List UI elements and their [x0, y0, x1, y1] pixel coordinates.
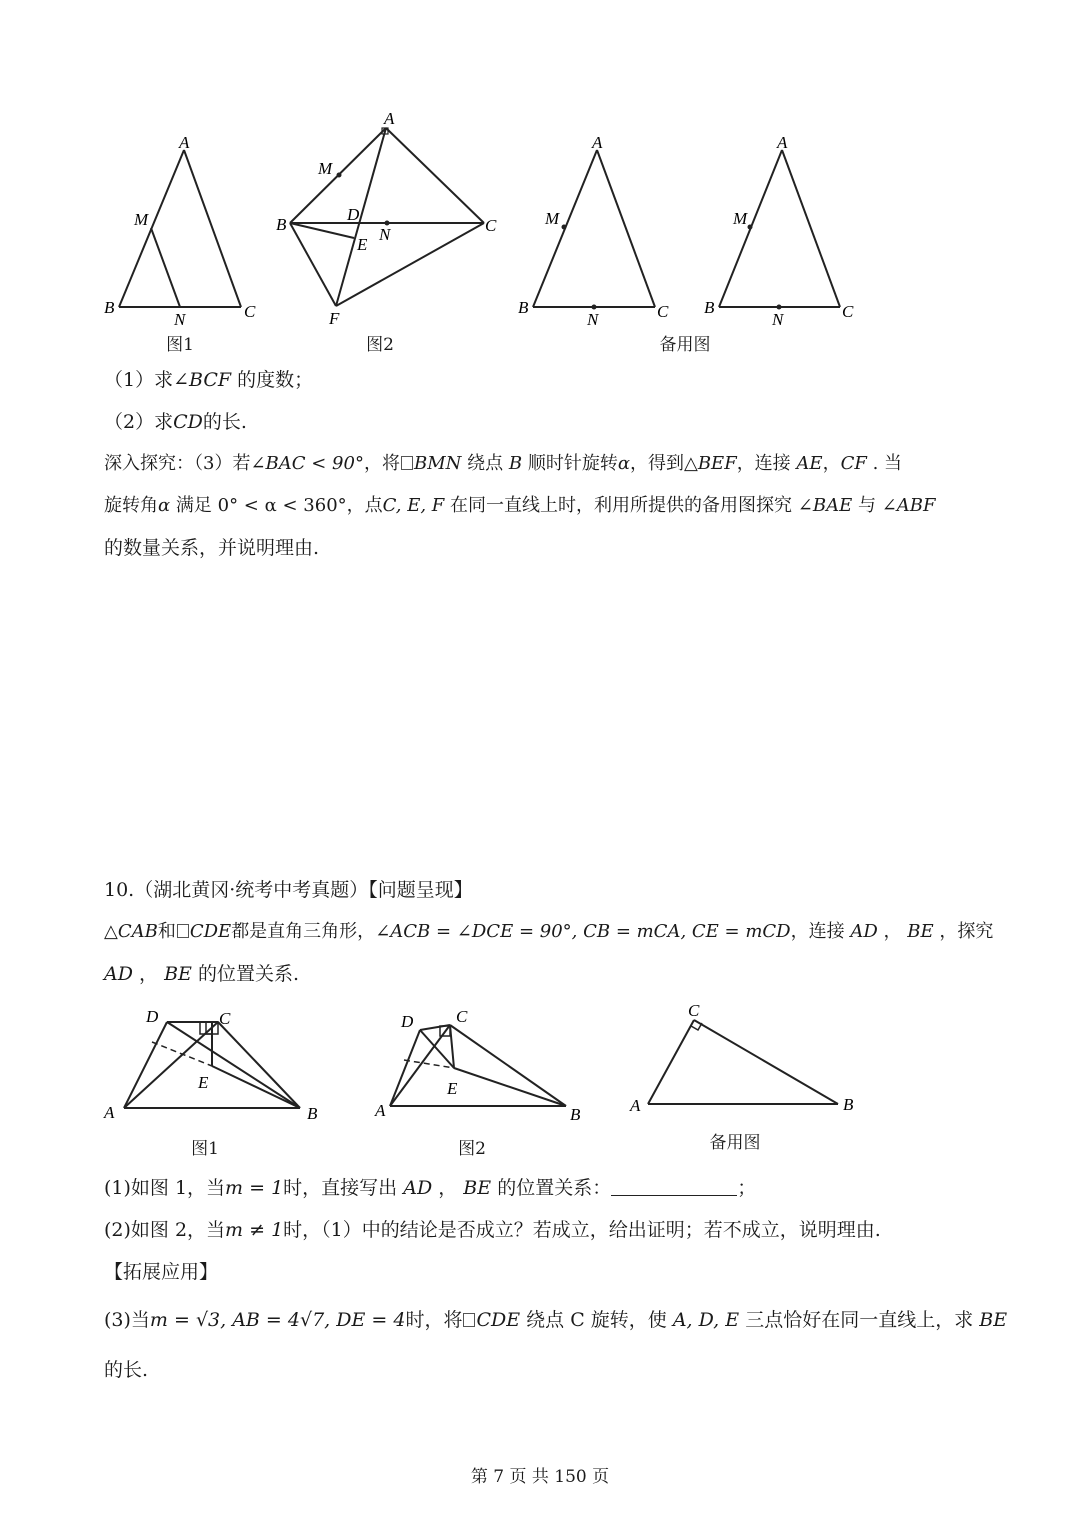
label-E: E	[198, 1073, 209, 1092]
label-D: D	[347, 205, 360, 224]
q10-header: 10.（湖北黄冈·统考中考真题）【问题呈现】	[104, 879, 473, 901]
label-A: A	[777, 133, 788, 152]
q9-figure-1	[100, 130, 280, 330]
q10-part-3-line-2: 的长.	[104, 1359, 149, 1381]
label-B: B	[307, 1104, 318, 1123]
label-A: A	[592, 133, 603, 152]
q10-spare-figure	[625, 995, 865, 1120]
label-N: N	[772, 310, 784, 329]
label-D: D	[401, 1012, 414, 1031]
label-M: M	[733, 209, 748, 228]
q10-line-2: AD ， BE 的位置关系.	[104, 963, 300, 985]
label-C: C	[456, 1007, 468, 1026]
q9-fig1-caption: 图1	[166, 335, 194, 355]
label-A: A	[104, 1103, 115, 1122]
label-B: B	[704, 298, 715, 317]
q10-figure-2	[370, 1000, 590, 1130]
q9-spare-caption: 备用图	[659, 335, 711, 355]
label-C: C	[657, 302, 669, 321]
label-B: B	[104, 298, 115, 317]
label-F: F	[329, 309, 340, 328]
q10-part-2: (2)如图 2，当m ≠ 1时，（1）中的结论是否成立？若成立，给出证明；若不成立，说明理由.	[104, 1219, 881, 1241]
label-M: M	[318, 159, 333, 178]
label-C: C	[688, 1001, 700, 1020]
label-B: B	[843, 1095, 854, 1114]
label-M: M	[134, 210, 149, 229]
label-C: C	[842, 302, 854, 321]
label-C: C	[219, 1009, 231, 1028]
q9-spare-figure-2	[698, 130, 863, 330]
label-N: N	[174, 310, 186, 329]
label-D: D	[146, 1007, 159, 1026]
missing-glyph-box	[177, 924, 189, 938]
label-B: B	[570, 1105, 581, 1124]
q9-part-3-line-1: 深入探究：（3）若∠BAC < 90°，将 BMN 绕点 B 顺时针旋转α，得到△BEF，连接 AE，CF . 当	[104, 453, 903, 474]
label-A: A	[630, 1096, 641, 1115]
label-A: A	[375, 1101, 386, 1120]
q9-part-3-line-3: 的数量关系，并说明理由.	[104, 537, 320, 559]
label-E: E	[447, 1079, 458, 1098]
label-N: N	[587, 310, 599, 329]
q9-part-1: （1）求∠BCF 的度数；	[104, 369, 314, 391]
label-A: A	[384, 109, 395, 128]
missing-glyph-box	[463, 1313, 475, 1327]
q9-spare-figure-1	[512, 130, 677, 330]
answer-blank[interactable]	[611, 1177, 737, 1196]
q10-line-1: △CAB和 CDE都是直角三角形，∠ACB = ∠DCE = 90°, CB = mCA, CE = mCD，连接 AD ， BE ，探究	[104, 921, 994, 942]
label-N: N	[379, 225, 391, 244]
q10-fig2-caption: 图2	[458, 1139, 486, 1159]
q10-extension-heading: 【拓展应用】	[104, 1261, 219, 1283]
label-B: B	[276, 215, 287, 234]
label-M: M	[545, 209, 560, 228]
q10-fig1-caption: 图1	[191, 1139, 219, 1159]
label-A: A	[179, 133, 190, 152]
label-E: E	[357, 235, 368, 254]
label-B: B	[518, 298, 529, 317]
q9-part-3-line-2: 旋转角α 满足 0° < α < 360°，点C, E, F 在同一直线上时，利用所提供的备用图探究 ∠BAE 与 ∠ABF	[104, 495, 936, 516]
q10-part-1: (1)如图 1，当m = 1时，直接写出 AD ， BE 的位置关系： ；	[104, 1177, 757, 1199]
missing-glyph-box	[401, 456, 413, 470]
q10-figure-1	[100, 1000, 330, 1130]
page-footer: 第 7 页 共 150 页	[470, 1467, 610, 1487]
q9-part-2: （2）求CD的长.	[104, 411, 247, 433]
label-C: C	[244, 302, 256, 321]
label-C: C	[485, 216, 497, 235]
q9-figure-2	[275, 110, 505, 335]
q9-fig2-caption: 图2	[366, 335, 394, 355]
q10-part-3-line-1: (3)当m = √3, AB = 4√7, DE = 4时，将 CDE 绕点 C 旋转，使 A, D, E 三点恰好在同一直线上，求 BE	[104, 1309, 1008, 1331]
q10-spare-caption: 备用图	[709, 1133, 761, 1153]
